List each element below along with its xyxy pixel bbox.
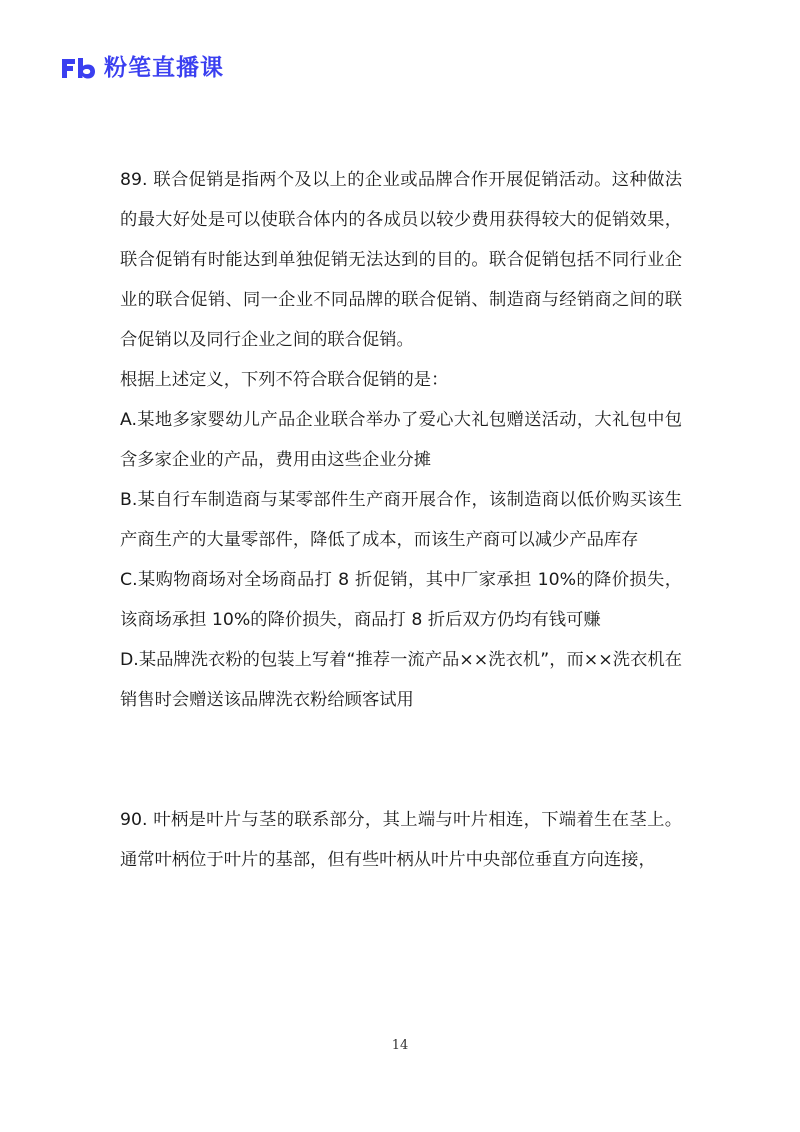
- question-89-option-b: B.某自行车制造商与某零部件生产商开展合作，该制造商以低价购买该生产商生产的大量零部件，降低了成本，而该生产商可以减少产品库存: [120, 490, 682, 550]
- question-89-prompt: 根据上述定义，下列不符合联合促销的是：: [120, 370, 449, 390]
- brand-name: 粉笔直播课: [104, 55, 224, 81]
- question-spacer: [120, 720, 682, 800]
- page-number: 14: [391, 1038, 409, 1053]
- fb-logo-icon: [58, 55, 98, 81]
- question-89-option-a: A.某地多家婴幼儿产品企业联合举办了爱心大礼包赠送活动，大礼包中包含多家企业的产品，费用由这些企业分摊: [120, 410, 682, 470]
- question-89-option-d: D.某品牌洗衣粉的包装上写着“推荐一流产品××洗衣机”，而××洗衣机在销售时会赠送该品牌洗衣粉给顾客试用: [120, 650, 682, 710]
- question-90-stem: 90. 叶柄是叶片与茎的联系部分，其上端与叶片相连，下端着生在茎上。通常叶柄位于叶片的基部，但有些叶柄从叶片中央部位垂直方向连接，: [120, 810, 682, 870]
- question-89-option-c: C.某购物商场对全场商品打 8 折促销，其中厂家承担 10%的降价损失，该商场承担 10%的降价损失，商品打 8 折后双方仍均有钱可赚: [120, 570, 682, 630]
- page-header: [58, 54, 224, 82]
- question-89-stem: 89. 联合促销是指两个及以上的企业或品牌合作开展促销活动。这种做法的最大好处是可以使联合体内的各成员以较少费用获得较大的促销效果，联合促销有时能达到单独促销无法达到的目的。联合促销包括不同行业企业的联合促销、同一企业不同品牌的联合促销、制造商与经销商之间的联合促销以及同行企业之间的联合促销。: [120, 170, 682, 350]
- document-body: [120, 160, 682, 880]
